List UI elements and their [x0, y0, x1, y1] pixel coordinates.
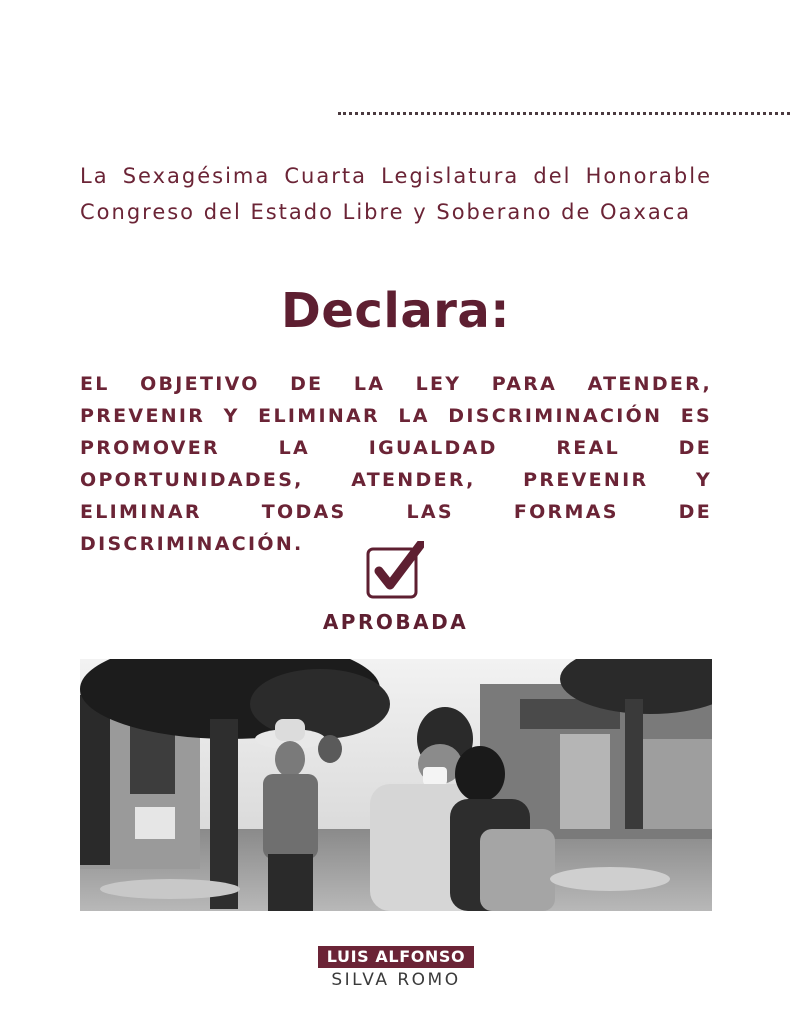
checkbox-checked-icon — [366, 541, 424, 601]
brand-name-bottom: SILVA ROMO — [331, 970, 461, 990]
brand-name-top: LUIS ALFONSO — [318, 946, 474, 968]
declara-heading: Declara: — [281, 283, 510, 339]
declaration-statement: EL OBJETIVO DE LA LEY PARA ATENDER, PREVENIR Y ELIMINAR LA DISCRIMINACIÓN ES PROMOVER LA IGUALDAD REAL DE OPORTUNIDADES, ATENDER, PREVENIR Y ELIMINAR TODAS LAS FORMAS DE DISCRIMINACIÓN. — [80, 373, 712, 555]
intro-text: La Sexagésima Cuarta Legislatura del Honorable Congreso del Estado Libre y Soberano de Oaxaca — [80, 164, 712, 224]
dotted-divider — [338, 112, 790, 115]
approved-label: APROBADA — [322, 610, 469, 634]
photo-image — [80, 659, 712, 911]
event-photo — [80, 659, 712, 911]
brand-logo — [318, 946, 474, 991]
